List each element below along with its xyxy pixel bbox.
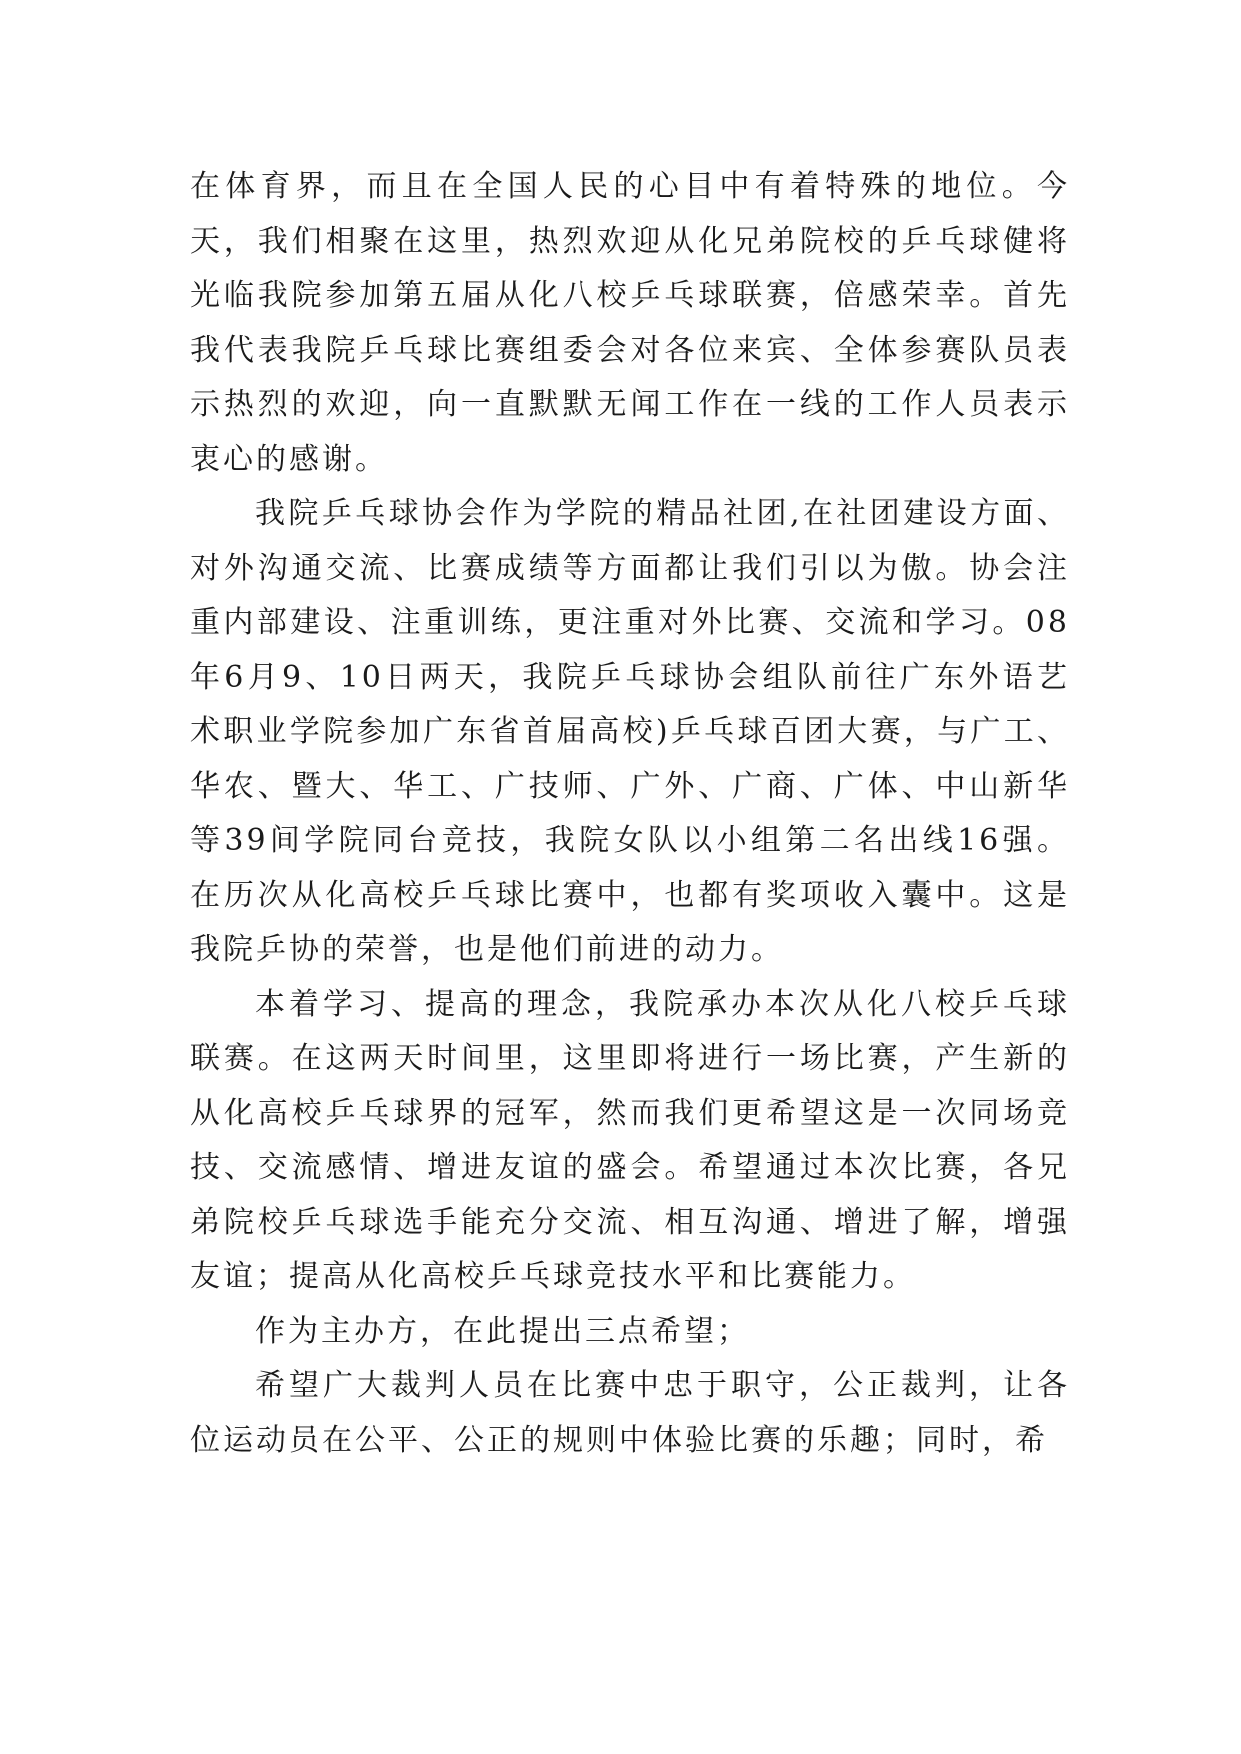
paragraph: 我院乒乓球协会作为学院的精品社团,在社团建设方面、对外沟通交流、比赛成绩等方面都让我们引以为傲。协会注重内部建设、注重训练，更注重对外比赛、交流和学习。08年6月9、10日两天，我院乒乓球协会组队前往广东外语艺术职业学院参加广东省首届高校)乒乓球百团大赛，与广工、华农、暨大、华工、广技师、广外、广商、广体、中山新华等39间学院同台竞技，我院女队以小组第二名出线16强。在历次从化高校乒乓球比赛中，也都有奖项收入囊中。这是我院乒协的荣誉，也是他们前进的动力。 — [190, 496, 1070, 967]
paragraph: 在体育界，而且在全国人民的心目中有着特殊的地位。今天，我们相聚在这里，热烈欢迎从化兄弟院校的乒乓球健将光临我院参加第五届从化八校乒乓球联赛，倍感荣幸。首先我代表我院乒乓球比赛组委会对各位来宾、全体参赛队员表示热烈的欢迎，向一直默默无闻工作在一线的工作人员表示衷心的感谢。 — [190, 169, 1070, 477]
paragraph: 希望广大裁判人员在比赛中忠于职守，公正裁判，让各位运动员在公平、公正的规则中体验比赛的乐趣；同时，希 — [190, 1368, 1070, 1458]
paragraph: 作为主办方，在此提出三点希望； — [255, 1313, 750, 1349]
paragraph: 本着学习、提高的理念，我院承办本次从化八校乒乓球联赛。在这两天时间里，这里即将进行一场比赛，产生新的从化高校乒乓球界的冠军，然而我们更希望这是一次同场竞技、交流感情、增进友谊的盛会。希望通过本次比赛，各兄弟院校乒乓球选手能充分交流、相互沟通、增进了解，增强友谊；提高从化高校乒乓球竞技水平和比赛能力。 — [190, 986, 1070, 1294]
body-text — [190, 160, 1070, 1468]
